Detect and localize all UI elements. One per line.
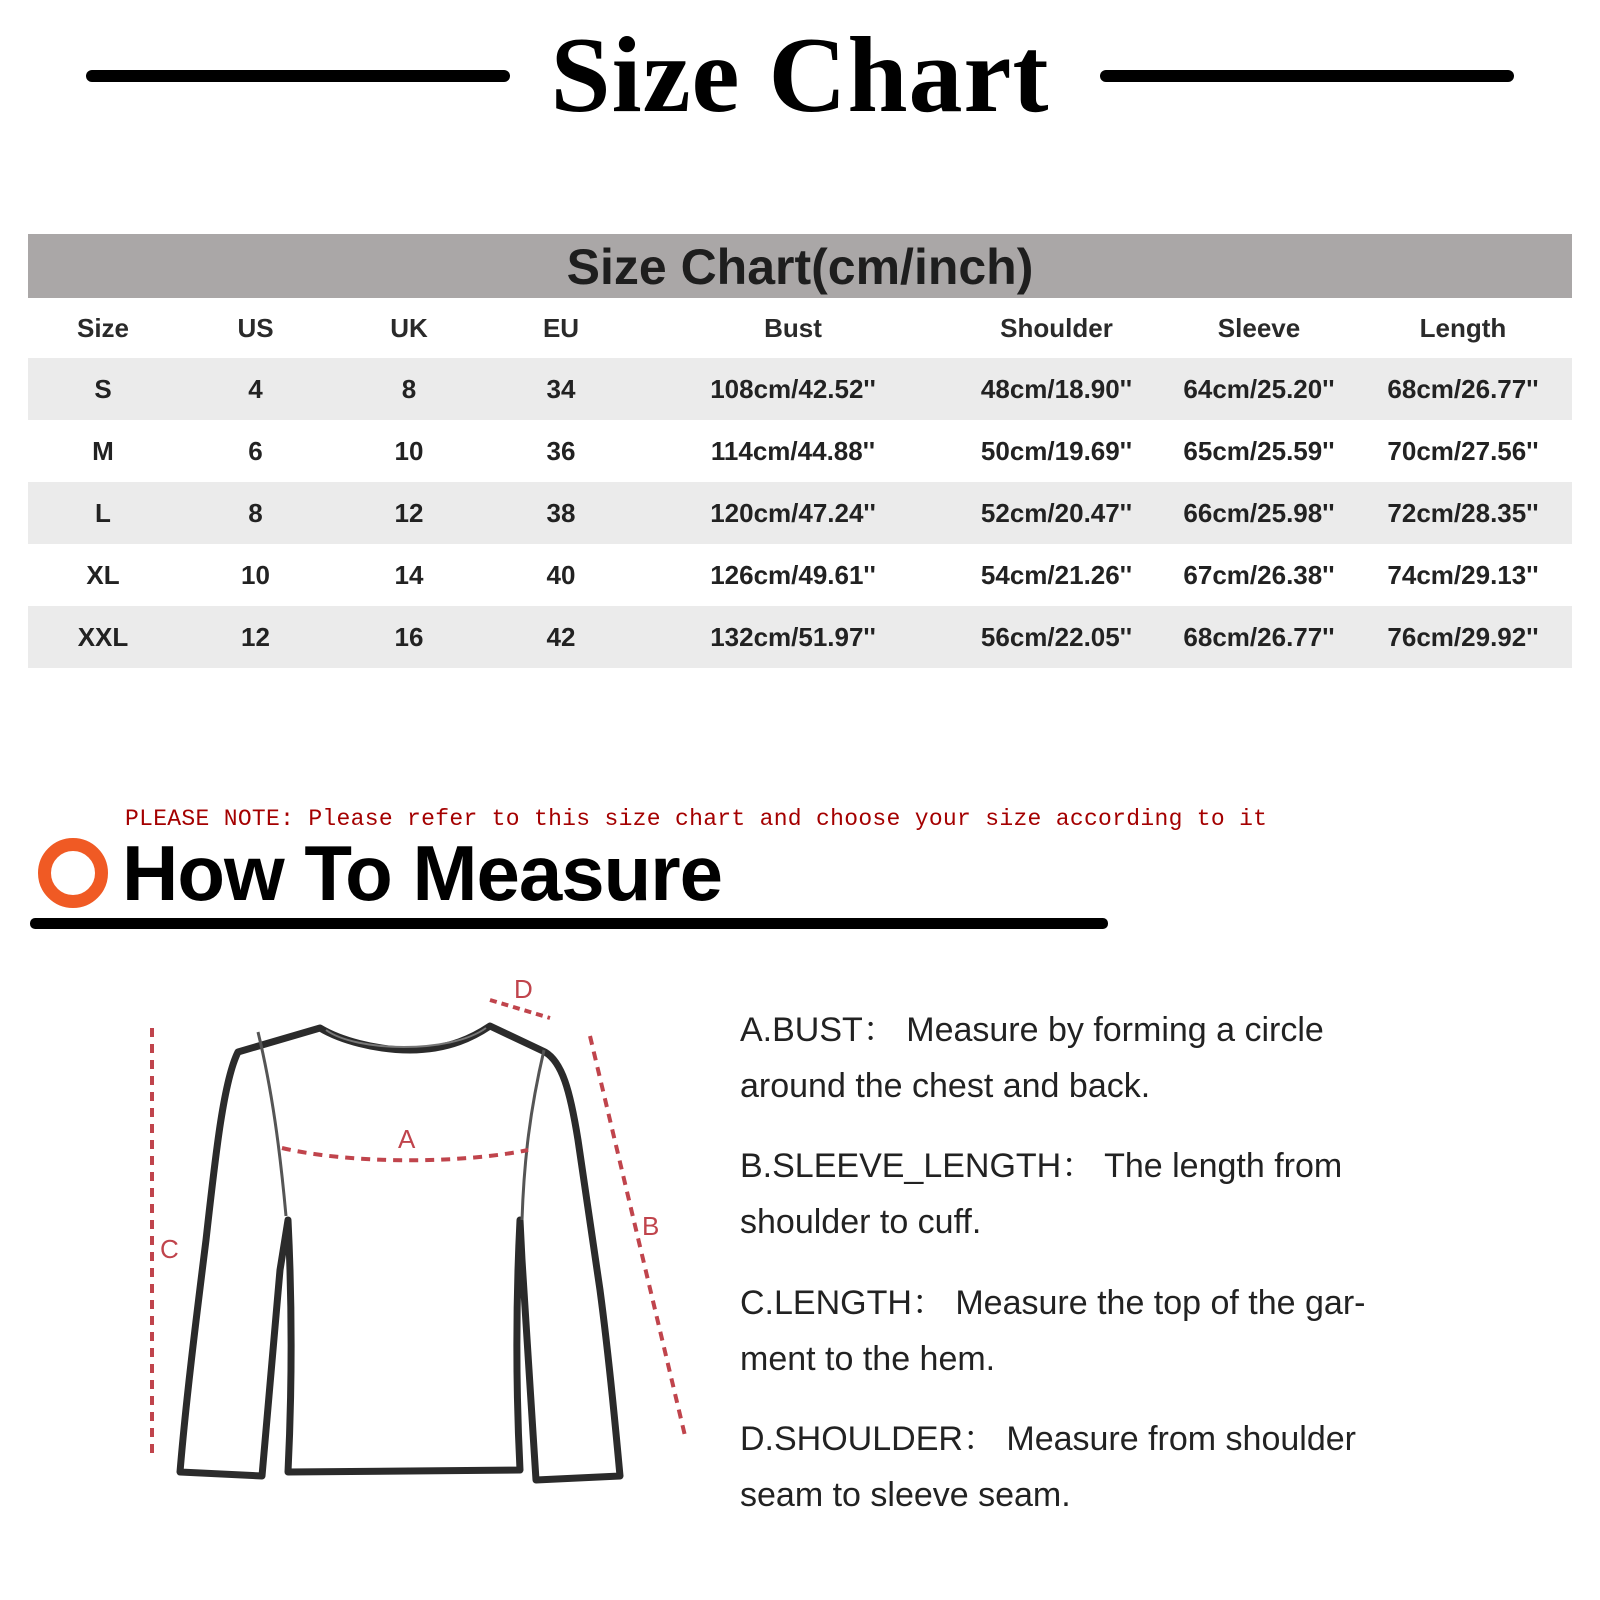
table-cell: 4 (178, 358, 333, 420)
table-row (28, 606, 1572, 668)
label-a: A (398, 1124, 416, 1154)
table-title: Size Chart(cm/inch) (28, 234, 1572, 298)
label-d: D (514, 974, 533, 1004)
garment-diagram (130, 970, 730, 1530)
measure-item-line: D.SHOULDER： Measure from shoulder (740, 1420, 1356, 1458)
table-cell: 38 (485, 482, 637, 544)
table-row (28, 358, 1572, 420)
column-header: US (237, 312, 274, 343)
table-row (28, 482, 1572, 544)
table-cell: S (28, 358, 178, 420)
how-to-measure-rule (30, 918, 1108, 929)
table-cell: 42 (485, 606, 637, 668)
table-cell: 132cm/51.97'' (637, 606, 949, 668)
how-to-measure-title: How To Measure (122, 829, 722, 917)
table-cell: 126cm/49.61'' (637, 544, 949, 606)
page-title: Size Chart (550, 16, 1050, 135)
table-cell: 6 (178, 420, 333, 482)
table-cell: 50cm/19.69'' (949, 420, 1164, 482)
measure-item-bust (740, 1002, 1500, 1114)
table-row (28, 544, 1572, 606)
column-header: UK (390, 312, 428, 343)
measure-item-line: C.LENGTH： Measure the top of the gar- (740, 1284, 1366, 1322)
column-header: Length (1419, 312, 1507, 343)
column-header: Size (76, 312, 130, 343)
size-note: PLEASE NOTE: Please refer to this size chart and choose your size according to it (125, 806, 1268, 832)
table-cell: 12 (178, 606, 333, 668)
table-cell: 14 (333, 544, 485, 606)
table-cell: 120cm/47.24'' (637, 482, 949, 544)
label-c: C (160, 1234, 179, 1264)
measure-item-line: around the chest and back. (740, 1067, 1151, 1105)
measure-item-length (740, 1275, 1500, 1387)
table-cell: 76cm/29.92'' (1354, 606, 1572, 668)
title-rule-right (1100, 70, 1514, 82)
table-cell: 10 (333, 420, 485, 482)
measure-item-shoulder (740, 1411, 1500, 1523)
table-cell: M (28, 420, 178, 482)
table-row (28, 420, 1572, 482)
table-cell: 16 (333, 606, 485, 668)
column-header: Sleeve (1217, 312, 1301, 343)
table-cell: 108cm/42.52'' (637, 358, 949, 420)
table-cell: XL (28, 544, 178, 606)
measure-item-sleeve (740, 1138, 1500, 1250)
measure-item-line: shoulder to cuff. (740, 1203, 982, 1241)
table-cell: 74cm/29.13'' (1354, 544, 1572, 606)
table-cell: 65cm/25.59'' (1164, 420, 1354, 482)
table-cell: 10 (178, 544, 333, 606)
table-cell: XXL (28, 606, 178, 668)
table-cell: 12 (333, 482, 485, 544)
measure-item-line: seam to sleeve seam. (740, 1476, 1071, 1514)
table-cell: 52cm/20.47'' (949, 482, 1164, 544)
table-cell: 114cm/44.88'' (637, 420, 949, 482)
table-cell: 8 (178, 482, 333, 544)
measure-item-line: A.BUST： Measure by forming a circle (740, 1011, 1324, 1049)
measure-item-line: ment to the hem. (740, 1340, 996, 1378)
table-cell: 66cm/25.98'' (1164, 482, 1354, 544)
table-header-row (28, 298, 1572, 358)
table-cell: 36 (485, 420, 637, 482)
table-cell: 54cm/21.26'' (949, 544, 1164, 606)
table-cell: 40 (485, 544, 637, 606)
ring-bullet-icon (38, 838, 108, 908)
table-cell: 68cm/26.77'' (1164, 606, 1354, 668)
shirt-outline (180, 1026, 620, 1480)
size-table (28, 298, 1572, 668)
table-cell: 70cm/27.56'' (1354, 420, 1572, 482)
table-cell: 64cm/25.20'' (1164, 358, 1354, 420)
table-cell: 8 (333, 358, 485, 420)
label-b: B (642, 1211, 660, 1241)
size-chart-table (28, 234, 1572, 668)
measure-item-line: B.SLEEVE_LENGTH： The length from (740, 1147, 1343, 1185)
table-cell: 68cm/26.77'' (1354, 358, 1572, 420)
table-cell: 67cm/26.38'' (1164, 544, 1354, 606)
table-cell: 56cm/22.05'' (949, 606, 1164, 668)
table-cell: L (28, 482, 178, 544)
column-header: Bust (764, 312, 822, 343)
table-cell: 34 (485, 358, 637, 420)
column-header: Shoulder (1000, 312, 1113, 343)
column-header: EU (542, 312, 580, 343)
table-cell: 72cm/28.35'' (1354, 482, 1572, 544)
table-cell: 48cm/18.90'' (949, 358, 1164, 420)
